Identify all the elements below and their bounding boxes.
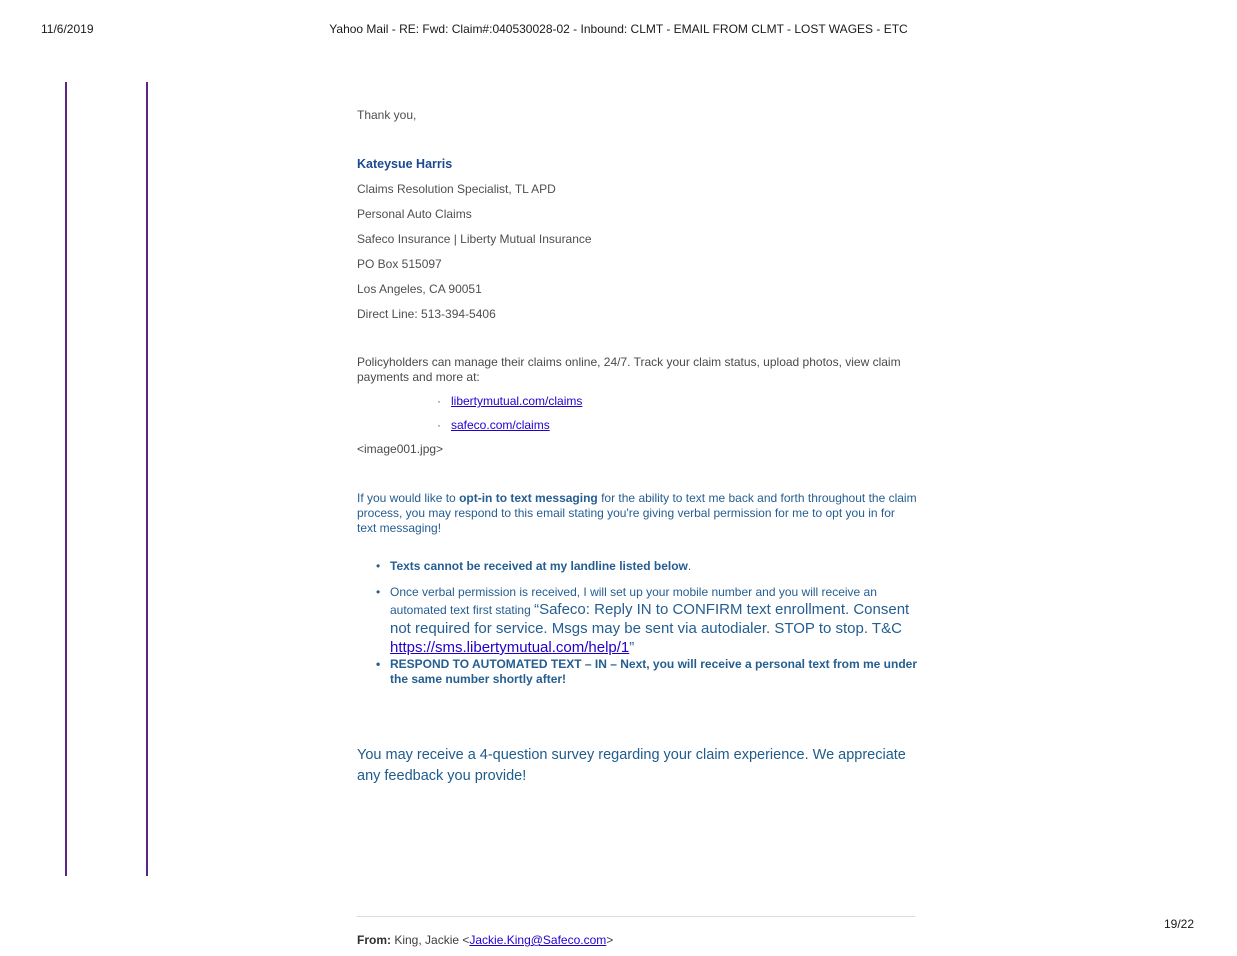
bullet-icon: • — [376, 559, 381, 573]
print-header — [0, 22, 1237, 38]
print-date: 11/6/2019 — [41, 22, 94, 36]
from-line — [357, 933, 917, 948]
optin-landline-text: Texts cannot be received at my landline listed below — [390, 559, 688, 573]
optin-intro-bold: opt-in to text messaging — [459, 491, 598, 505]
sms-help-link[interactable]: https://sms.libertymutual.com/help/1 — [390, 639, 630, 656]
print-title: Yahoo Mail - RE: Fwd: Claim#:040530028-02 - Inbound: CLMT - EMAIL FROM CLMT - LOST WAGES - ETC — [329, 22, 908, 36]
bullet-icon: · — [437, 418, 441, 432]
optin-respond-text: RESPOND TO AUTOMATED TEXT – IN – Next, you will receive a personal text from me under the same number shortly after! — [390, 657, 918, 686]
bullet-icon: • — [376, 585, 381, 599]
email-body — [357, 103, 917, 948]
from-sender-name: King, Jackie < — [391, 933, 470, 947]
optin-landline-period: . — [687, 559, 692, 573]
from-line-close: > — [606, 933, 614, 947]
signature-title: Claims Resolution Specialist, TL APD — [357, 182, 556, 196]
signature-dept: Personal Auto Claims — [357, 207, 472, 221]
sender-email-link[interactable]: Jackie.King@Safeco.com — [469, 933, 607, 947]
optin-intro — [357, 491, 917, 536]
signature-city: Los Angeles, CA 90051 — [357, 282, 482, 296]
bullet-icon: · — [437, 394, 441, 408]
optin-bullet-respond — [357, 657, 917, 687]
quoted-message-divider — [357, 916, 915, 917]
libertymutual-claims-link[interactable]: libertymutual.com/claims — [451, 394, 583, 408]
optin-bullet-landline — [357, 559, 917, 574]
optin-enrollment-pre: Once verbal permission is received, I will set up your mobile number and you will receive an automated text first stating — [390, 585, 877, 617]
page-number: 19/22 — [1163, 917, 1194, 931]
safeco-claims-link[interactable]: safeco.com/claims — [451, 418, 550, 432]
optin-intro-pre: If you would like to — [357, 491, 460, 505]
optin-intro-post: for the ability to text me back and forth throughout the claim process, you may respond to this email stating you're giving verbal permission for me to opt you in for text messaging! — [357, 491, 917, 535]
signature-name: Kateysue Harris — [357, 157, 453, 171]
survey-text: You may receive a 4-question survey regarding your claim experience. We appreciate any feedback you provide! — [357, 747, 906, 784]
optin-bullet-list — [357, 559, 917, 687]
from-label: From: — [357, 933, 391, 947]
list-item — [357, 394, 917, 409]
bullet-icon: • — [376, 657, 381, 671]
signature-direct-line: Direct Line: 513-394-5406 — [357, 307, 496, 321]
quote-bar-outer — [65, 82, 67, 876]
claims-links-list — [357, 394, 917, 433]
signature-po-box: PO Box 515097 — [357, 257, 442, 271]
optin-enrollment-quote: “Safeco: Reply IN to CONFIRM text enrollment. Consent not required for service. Msgs may be sent via autodialer. STOP to stop. T&C — [390, 601, 910, 637]
closing-text: Thank you, — [357, 108, 417, 122]
optin-section — [357, 491, 917, 687]
optin-enrollment-quote-end: ” — [629, 639, 635, 656]
signature-block — [357, 157, 917, 322]
optin-bullet-enrollment — [357, 585, 917, 657]
quote-bar-inner — [146, 82, 148, 876]
list-item — [357, 418, 917, 433]
image-attachment-placeholder: <image001.jpg> — [357, 442, 444, 456]
manage-claims-intro: Policyholders can manage their claims online, 24/7. Track your claim status, upload photos, view claim payments and more at: — [357, 355, 901, 384]
signature-company: Safeco Insurance | Liberty Mutual Insurance — [357, 232, 592, 246]
